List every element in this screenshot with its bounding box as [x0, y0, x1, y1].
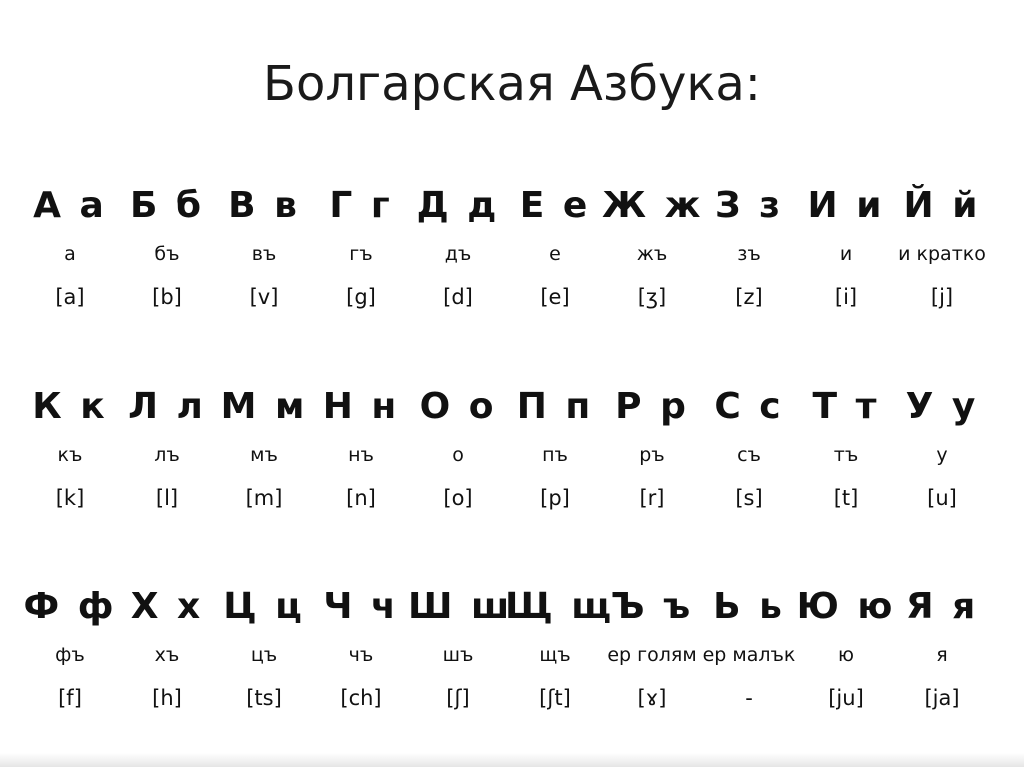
letter-glyph: Ц ц	[223, 586, 305, 627]
letter-glyph: Л л	[128, 386, 206, 427]
letter-name: у	[936, 444, 948, 466]
letter-glyph: Ж ж	[602, 185, 704, 226]
letter-pronunciation: [g]	[346, 285, 376, 309]
letter-name: пъ	[542, 444, 568, 466]
letter-pronunciation: [l]	[155, 486, 179, 510]
letter-name: ю	[838, 644, 854, 666]
letter-pronunciation: [ʃt]	[539, 686, 571, 710]
letter-pronunciation: [d]	[443, 285, 473, 309]
letter-pronunciation: [h]	[152, 686, 182, 710]
letter-pronunciation: -	[745, 686, 753, 710]
alphabet-grid	[20, 0, 1004, 767]
letter-glyph: Ч ч	[323, 586, 399, 627]
letter-pronunciation: [f]	[58, 686, 82, 710]
letter-glyph: Б б	[129, 185, 205, 226]
letter-name: бъ	[154, 243, 180, 265]
letter-pronunciation: [p]	[540, 486, 570, 510]
letter-name: въ	[251, 243, 277, 265]
letter-name: щъ	[539, 644, 571, 666]
letter-pronunciation: [o]	[443, 486, 473, 510]
letter-name: гъ	[349, 243, 373, 265]
letter-name: а	[64, 243, 76, 265]
letter-glyph: Ю ю	[796, 586, 896, 627]
letter-name: шъ	[442, 644, 474, 666]
letter-glyph: Ф ф	[23, 586, 117, 627]
letter-pronunciation: [ɤ]	[637, 686, 667, 710]
letter-glyph: Ъ ъ	[610, 586, 694, 627]
letter-pronunciation: [ʒ]	[637, 285, 667, 309]
letter-name: ръ	[639, 444, 665, 466]
letter-name: о	[452, 444, 464, 466]
letter-name: ер голям	[607, 644, 697, 666]
letter-name: цъ	[250, 644, 278, 666]
letter-pronunciation: [s]	[735, 486, 763, 510]
letter-glyph: С с	[714, 386, 784, 427]
letter-glyph: Щ щ	[505, 586, 615, 627]
letter-name: и кратко	[898, 243, 986, 265]
letter-pronunciation: [a]	[55, 285, 85, 309]
letter-name: зъ	[737, 243, 761, 265]
letter-glyph: Р р	[615, 386, 689, 427]
letter-glyph: Т т	[812, 386, 880, 427]
letter-name: лъ	[154, 444, 180, 466]
letter-pronunciation: [e]	[540, 285, 570, 309]
letter-name: тъ	[833, 444, 859, 466]
letter-pronunciation: [v]	[249, 285, 279, 309]
letter-name: нъ	[348, 444, 374, 466]
letter-glyph: У у	[905, 386, 979, 427]
letter-glyph: З з	[714, 185, 784, 226]
letter-glyph: Н н	[322, 386, 400, 427]
letter-glyph: О о	[419, 386, 497, 427]
letter-pronunciation: [u]	[927, 486, 957, 510]
letter-glyph: Д д	[416, 185, 500, 226]
letter-glyph: И и	[807, 185, 885, 226]
letter-glyph: А а	[33, 185, 107, 226]
letter-pronunciation: [k]	[55, 486, 85, 510]
alphabet-row	[20, 185, 1004, 355]
letter-pronunciation: [ja]	[924, 686, 960, 710]
alphabet-row	[20, 386, 1004, 556]
letter-pronunciation: [b]	[152, 285, 182, 309]
alphabet-row	[20, 586, 1004, 756]
letter-glyph: П п	[516, 386, 594, 427]
letter-glyph: Й й	[903, 185, 981, 226]
letter-name: я	[936, 644, 948, 666]
letter-pronunciation: [i]	[834, 285, 858, 309]
letter-glyph: М м	[220, 386, 308, 427]
letter-pronunciation: [ju]	[828, 686, 864, 710]
letter-pronunciation: [j]	[930, 285, 954, 309]
letter-name: дъ	[444, 243, 472, 265]
letter-glyph: Я я	[905, 586, 979, 627]
letter-name: ер малък	[702, 644, 796, 666]
letter-name: чъ	[348, 644, 374, 666]
letter-pronunciation: [ts]	[246, 686, 282, 710]
letter-name: съ	[737, 444, 761, 466]
slide-edge-shadow	[0, 753, 1024, 767]
letter-name: хъ	[154, 644, 180, 666]
letter-glyph: Ш ш	[408, 586, 513, 627]
letter-glyph: Х х	[130, 586, 204, 627]
letter-name: и	[839, 243, 853, 265]
letter-pronunciation: [n]	[346, 486, 376, 510]
letter-glyph: Г г	[329, 185, 393, 226]
page-title: Болгарская Азбука:	[263, 56, 761, 112]
letter-glyph: Ь ь	[713, 586, 785, 627]
letter-name: жъ	[636, 243, 668, 265]
letter-glyph: Е е	[519, 185, 591, 226]
letter-name: фъ	[55, 644, 85, 666]
letter-glyph: В в	[228, 185, 300, 226]
letter-pronunciation: [ʃ]	[446, 686, 470, 710]
letter-pronunciation: [t]	[833, 486, 859, 510]
letter-pronunciation: [r]	[639, 486, 665, 510]
letter-pronunciation: [m]	[245, 486, 283, 510]
letter-name: къ	[57, 444, 83, 466]
letter-glyph: К к	[32, 386, 108, 427]
letter-name: е	[549, 243, 561, 265]
letter-pronunciation: [ch]	[340, 686, 382, 710]
letter-pronunciation: [z]	[735, 285, 763, 309]
letter-name: мъ	[250, 444, 278, 466]
